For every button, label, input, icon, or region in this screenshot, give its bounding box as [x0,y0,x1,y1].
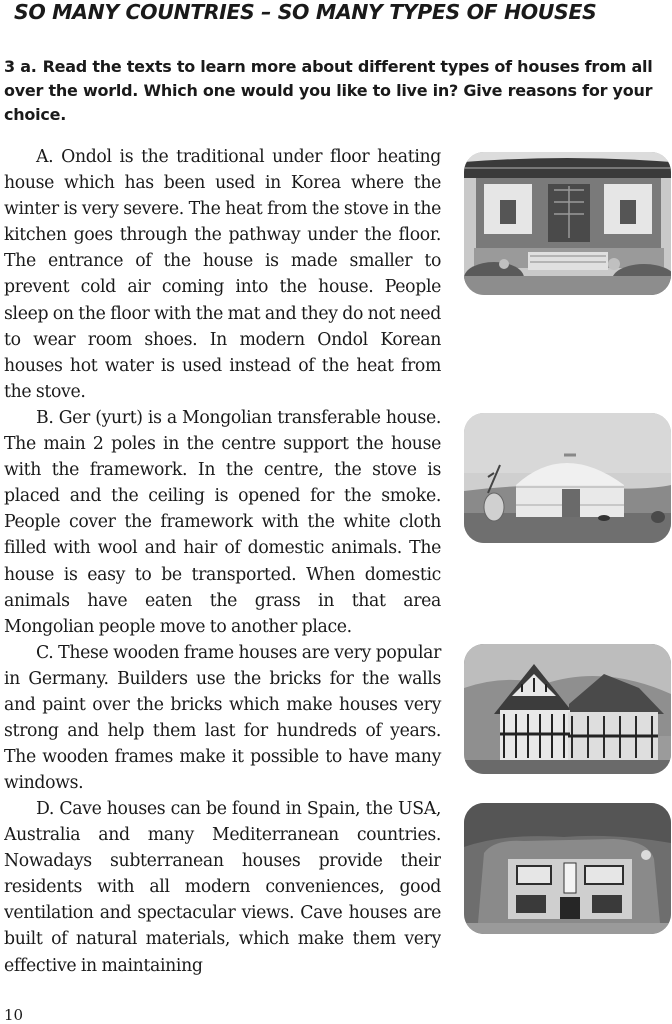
page-title: SO MANY COUNTRIES – SO MANY TYPES OF HOUSES [14,0,597,24]
text-b-ger: B. Ger (yurt) is a Mongolian transferable house. The main 2 poles in the centre support the house with the framework. In the centre, the stove is placed and the ceiling is opened for the smoke. People cover the framework with the white cloth filled with wool and hair of domestic animals. The house is easy to be transported. When domestic animals have eaten the grass in that area Mongolian people move to another place. [4,408,441,637]
text-a-ondol: A. Ondol is the traditional under floor heating house which has been used in Korea where the winter is very severe. The heat from the stove in the kitchen goes through the pathway under the floor. The entrance of the house is made smaller to prevent cold air coming into the house. People sleep on the floor with the mat and they do not need to wear room shoes. In modern Ondol Korean houses hot water is used instead of the heat from the stove. [4,147,441,402]
text-c-timber-frame: C. These wooden frame houses are very popular in Germany. Builders use the bricks for the walls and paint over the bricks which make houses very strong and help them last for hundreds of years. The wooden frames make it possible to have many windows. [4,643,441,794]
page-number: 10 [4,1006,24,1024]
task-text: Read the texts to learn more about different types of houses from all over the world. Which one would you like to live in? Give reasons for your choice. [4,57,653,124]
text-d-cave-houses: D. Cave houses can be found in Spain, the USA, Australia and many Mediterranean countries. Nowadays subterranean houses provide their residents with all modern conveniences, good ventilation and spectacular views. Cave houses are built of natural materials, which make them very effective in maintaining [4,799,441,976]
task-instruction [4,55,671,127]
photo-cave-house [464,803,671,934]
photo-timber-frame-house [464,644,671,774]
photo-korean-ondol-house [464,152,671,295]
task-number: 3 a. [4,57,37,76]
photo-mongolian-ger [464,413,671,543]
